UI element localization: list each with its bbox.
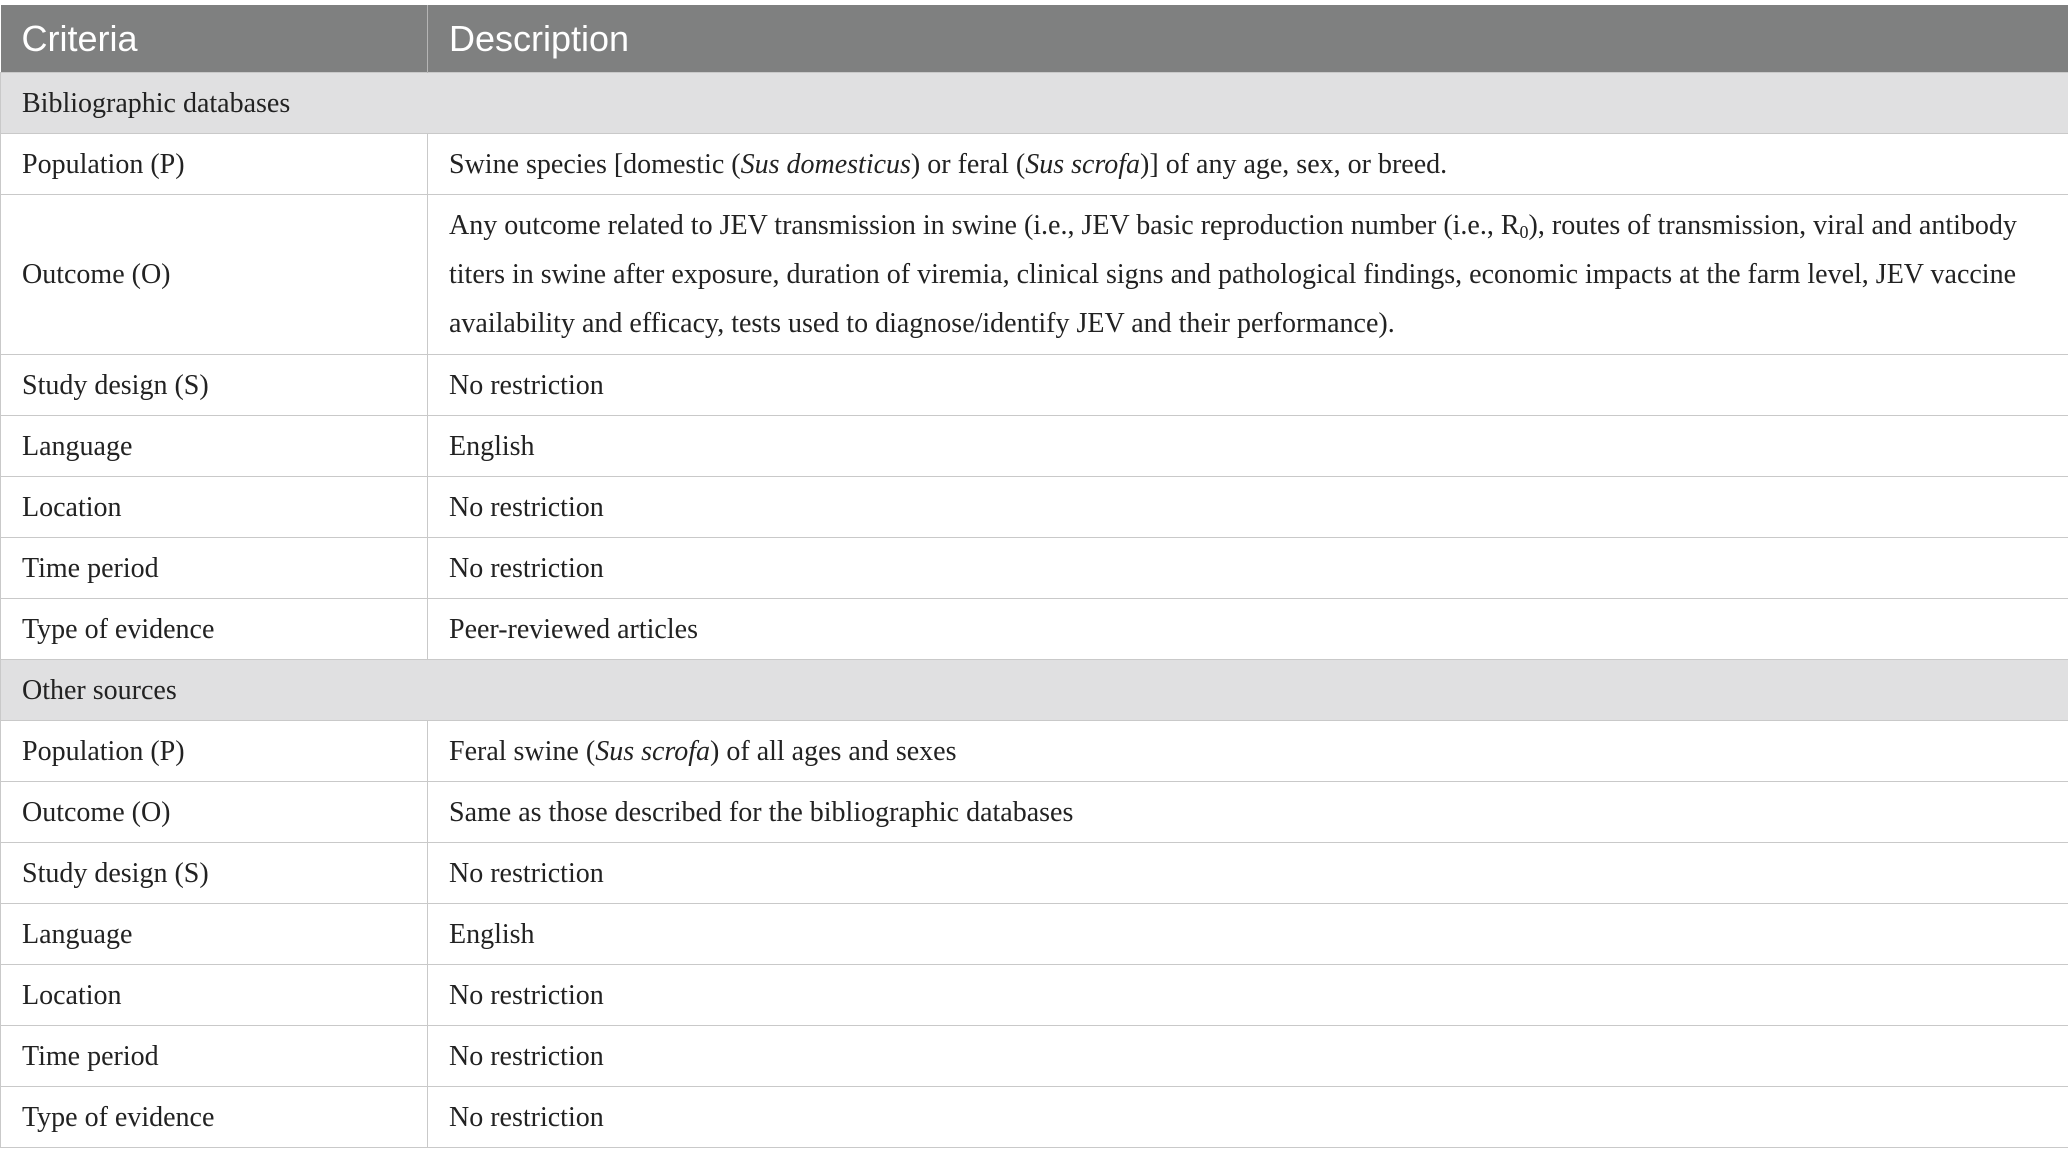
- criteria-cell: Language: [1, 904, 428, 965]
- section-title: Bibliographic databases: [1, 73, 2068, 134]
- header-criteria: Criteria: [1, 5, 428, 73]
- table-row: [1, 1087, 2068, 1148]
- criteria-cell: Type of evidence: [1, 599, 428, 660]
- description-cell: Same as those described for the bibliographic databases: [428, 782, 2068, 843]
- description-cell: Any outcome related to JEV transmission in swine (i.e., JEV basic reproduction number (i.e., $R_0$), routes of transmission, viral and antibody titers in swine after exposure, duration of viremia, clinical signs and pathological findings, economic impacts at the farm level, JEV vaccine availability and efficacy, tests used to diagnose/identify JEV and their performance).: [428, 195, 2068, 355]
- description-cell: English: [428, 904, 2068, 965]
- criteria-cell: Population (P): [1, 134, 428, 195]
- criteria-cell: Time period: [1, 1026, 428, 1087]
- criteria-cell: Type of evidence: [1, 1087, 428, 1148]
- header-description: Description: [428, 5, 2068, 73]
- criteria-cell: Study design (S): [1, 843, 428, 904]
- criteria-table-container: [0, 5, 2068, 1148]
- table-row: [1, 599, 2068, 660]
- criteria-cell: Study design (S): [1, 355, 428, 416]
- table-row: [1, 1026, 2068, 1087]
- description-cell: Feral swine (Sus scrofa) of all ages and sexes: [428, 721, 2068, 782]
- section-row-other-sources: [1, 660, 2068, 721]
- criteria-cell: Language: [1, 416, 428, 477]
- description-cell: No restriction: [428, 1026, 2068, 1087]
- table-row: [1, 355, 2068, 416]
- criteria-cell: Outcome (O): [1, 195, 428, 355]
- description-cell: Peer-reviewed articles: [428, 599, 2068, 660]
- criteria-cell: Outcome (O): [1, 782, 428, 843]
- criteria-cell: Location: [1, 477, 428, 538]
- description-cell: No restriction: [428, 843, 2068, 904]
- description-cell: Swine species [domestic (Sus domesticus) or feral (Sus scrofa)] of any age, sex, or breed.: [428, 134, 2068, 195]
- table-row: [1, 843, 2068, 904]
- table-header-row: [1, 5, 2068, 73]
- table-row: [1, 782, 2068, 843]
- table-row: [1, 904, 2068, 965]
- table-row: [1, 965, 2068, 1026]
- table-row: [1, 134, 2068, 195]
- criteria-cell: Location: [1, 965, 428, 1026]
- section-row-bibliographic: [1, 73, 2068, 134]
- table-row: [1, 538, 2068, 599]
- description-cell: No restriction: [428, 538, 2068, 599]
- description-cell: No restriction: [428, 965, 2068, 1026]
- description-cell: No restriction: [428, 355, 2068, 416]
- table-row: [1, 195, 2068, 355]
- table-row: [1, 477, 2068, 538]
- description-cell: No restriction: [428, 477, 2068, 538]
- eligibility-criteria-table: [0, 5, 2068, 1148]
- section-title: Other sources: [1, 660, 2068, 721]
- description-cell: No restriction: [428, 1087, 2068, 1148]
- description-cell: English: [428, 416, 2068, 477]
- criteria-cell: Population (P): [1, 721, 428, 782]
- criteria-cell: Time period: [1, 538, 428, 599]
- table-row: [1, 416, 2068, 477]
- table-row: [1, 721, 2068, 782]
